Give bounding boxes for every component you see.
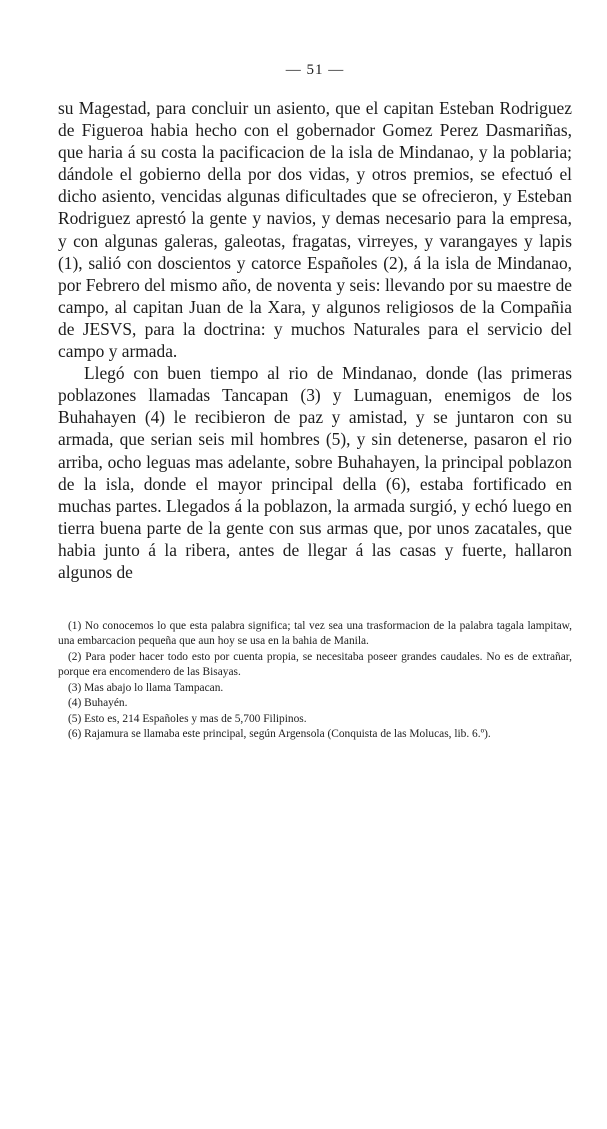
footnote-4: (4) Buhayén.: [68, 697, 128, 710]
book-page: [58, 62, 572, 742]
footnote-3: (3) Mas abajo lo llama Tampacan.: [68, 681, 224, 694]
footnote-6: (6) Rajamura se llamaba este principal, según Argensola (Conquista de las Molucas, lib. 6.º).: [68, 727, 491, 740]
footnote-2: (2) Para poder hacer todo esto por cuenta propia, se necesitaba poseer grandes caudales. No es de extrañar, porque era encomendero de las Bisayas.: [58, 650, 572, 679]
footnote-5: (5) Esto es, 214 Españoles y mas de 5,700 Filipinos.: [68, 712, 307, 725]
footnote-1: (1) No conocemos lo que esta palabra significa; tal vez sea una trasformacion de la palabra tagala lampitaw, una embarcacion pequeña que aun hoy se usa en la bahia de Manila.: [58, 620, 572, 648]
page-number: — 51 —: [285, 62, 345, 78]
body-paragraph-1: su Magestad, para concluir un asiento, que el capitan Esteban Rodriguez de Figueroa habia hecho con el gobernador Gomez Perez Dasmariñas, que haria á su costa la pacificacion de la isla de Mindanao, y la poblaria; dándole el gobierno della por dos vidas, y otros premios, se efectuó el dicho asiento, vencidas algunas dificultades que se ofrecieron, y Esteban Rodriguez aprestó la gente y navios, y demas necesario para la empresa, y con algunas galeras, galeotas, fragatas, virreyes, y varangayes y lapis (1), salió con doscientos y catorce Españoles (2), á la isla de Mindanao, por Febrero del mismo año, de noventa y seis: llevando por su maestre de campo, al capitan Juan de la Xara, y algunos religiosos de la Compañia de JESVS, para la doctrina: y muchos Naturales para el servicio del campo y armada.: [58, 98, 572, 362]
body-paragraph-2: Llegó con buen tiempo al rio de Mindanao, donde (las primeras poblazones llamadas Tancapan (3) y Lumaguan, enemigos de los Buhahayen (4) le recibieron de paz y amistad, y se juntaron con su armada, que serian seis mil hombres (5), y sin detenerse, pasaron el rio arriba, ocho leguas mas adelante, sobre Buhahayen, la principal poblazon de la isla, donde el mayor principal della (6), estaba fortificado en muchas partes. Llegados á la poblazon, la armada surgió, y echó luego en tierra buena parte de la gente con sus armas que, por unos zacatales, que habia junto á la ribera, antes de llegar á las casas y fuerte, hallaron algunos de: [58, 363, 572, 582]
footnotes: [58, 619, 572, 742]
